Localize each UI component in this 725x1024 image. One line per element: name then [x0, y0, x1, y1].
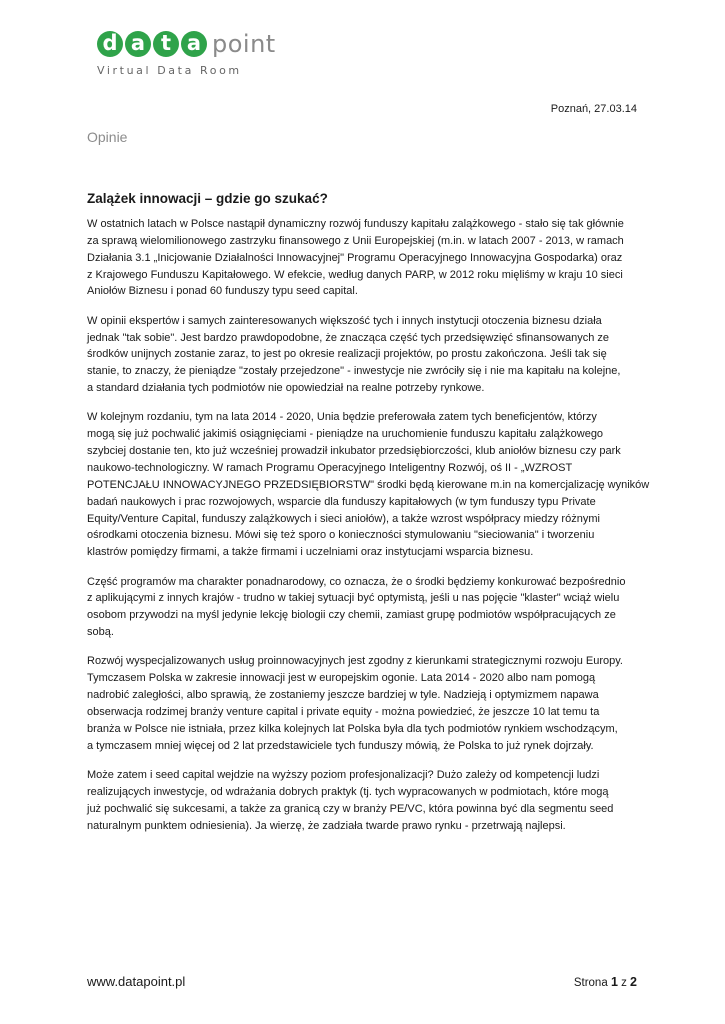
logo-word-point: point: [212, 30, 276, 58]
document-date: Poznań, 27.03.14: [550, 103, 637, 115]
paragraph: [87, 653, 647, 754]
paragraph-line: Tymczasem Polska w zakresie innowacji jest w europejskim ogonie. Lata 2014 - 2020 albo nam pomogą: [87, 672, 596, 685]
logo-subtitle: Virtual Data Room: [97, 64, 242, 77]
page-of: z: [621, 977, 627, 989]
logo-letter: t: [153, 31, 179, 57]
paragraph-line: z Krajowego Funduszu Kapitałowego. W efekcie, według danych PARP, w 2012 roku mięliśmy w kraju 10 sieci: [87, 268, 623, 281]
paragraph-line: obserwacja rodzimej branży venture capital i private equity - można powiedzieć, że jeszcze 10 lat temu ta: [87, 705, 600, 718]
paragraph: [87, 767, 647, 834]
paragraph-line: ośrodkami otoczenia biznesu. Mówi się też sporo o konieczności stymulowaniu "sieciowania" i tworzeniu: [87, 529, 595, 542]
article-title: Zalążek innowacji – gdzie go szukać?: [87, 191, 328, 206]
paragraph-line: badań naukowych i prac rozwojowych, wsparcie dla funduszy kapitałowych (w tym funduszy typu Private: [87, 495, 596, 508]
paragraph-line: W opinii ekspertów i samych zainteresowanych większość tych i innych instytucji otoczenia biznesu działa: [87, 314, 602, 327]
page-label: Strona: [573, 977, 608, 989]
paragraph-line: branża w Polsce nie istniała, przez kilka kolejnych lat Polska była dla tych podmiotów rynkiem wschodzącym,: [87, 722, 618, 735]
paragraph-line: naturalnym punktem odniesienia). Ja wierzę, że zadziała twarde prawo rynku - przetrwają najlepsi.: [87, 819, 566, 832]
paragraph: [87, 574, 647, 641]
paragraph: [87, 313, 647, 397]
footer-page-number: [574, 975, 637, 989]
paragraph-line: Aniołów Biznesu i ponad 60 funduszy typu seed capital.: [87, 285, 358, 298]
paragraph-line: realizujących inwestycje, od wdrażania dobrych praktyk (tj. tych wypracowanych w podmiotach, które mogą: [87, 785, 609, 798]
page-current: 1: [610, 975, 618, 989]
paragraph-line: klastrów pomiędzy firmami, a także firmami i uczelniami oraz instytucjami wsparcia biznesu.: [87, 546, 534, 559]
paragraph-line: POTENCJAŁU INNOWACYJNEGO PRZEDSIĘBIORSTW" środki będą kierowane m.in na komercjalizację wyników: [87, 478, 650, 491]
paragraph-line: za sprawą wielomilionowego zastrzyku finansowego z Unii Europejskiej (m.in. w latach 2007 - 2013, w ramach: [87, 234, 624, 247]
paragraph: [87, 409, 650, 561]
paragraph-line: stanie, to znaczy, że pieniądze "zostały przejedzone" - inwestycje nie zwróciły się i nie ma kapitału na kolejne,: [87, 365, 621, 378]
paragraph-line: sobą.: [87, 626, 114, 639]
paragraph-line: z aplikującymi z innych krajów - trudno w takiej sytuacji być optymistą, jeśli u nas pojęcie "klaster" wciąż wielu: [87, 592, 620, 605]
paragraph-line: mogą się już pochwalić jakimiś osiągnięciami - pieniądze na uruchomienie funduszu kapitału zalążkowego: [87, 428, 604, 441]
paragraph-line: Equity/Venture Capital, funduszy zalążkowych i sieci aniołów), a także wzrost współpracy miedzy różnymi: [87, 512, 600, 525]
paragraph-line: Działania 3.1 „Inicjowanie Działalności Innowacyjnej" Programu Operacyjnego Innowacyjna Gospodarka) oraz: [87, 251, 623, 264]
paragraph-line: osobom przywodzi na myśl jedynie lekcję biologii czy chemii, zamiast grupę podmiotów współpracujących ze: [87, 609, 616, 622]
logo-letter: a: [125, 31, 151, 57]
paragraph-line: W ostatnich latach w Polsce nastąpił dynamiczny rozwój funduszy kapitału zalążkowego - stało się tak głównie: [87, 218, 624, 230]
paragraph-line: jednak "tak sobie". Jest bardzo prawdopodobne, że znacząca część tych przedsięwzięć sfinansowanych ze: [87, 331, 610, 344]
paragraph-line: naukowo-technologiczny. W ramach Programu Operacyjnego Inteligentny Rozwój, oś II - „WZROST: [87, 461, 573, 474]
paragraph-line: a standard działania tych podmiotów nie opowiedział na realne potrzeby rynkowe.: [87, 382, 485, 395]
paragraph-line: W kolejnym rozdaniu, tym na lata 2014 - 2020, Unia będzie preferowała zatem tych beneficjentów, którzy: [87, 411, 597, 424]
logo-letter: a: [181, 31, 207, 57]
logo-wordmark: [97, 28, 287, 60]
page-total: 2: [630, 975, 637, 989]
paragraph-line: Rozwój wyspecjalizowanych usług proinnowacyjnych jest zgodny z kierunkami strategicznymi rozwoju Europy.: [87, 655, 623, 668]
footer-website: www.datapoint.pl: [87, 974, 186, 989]
logo-letter: d: [97, 31, 123, 57]
paragraph-line: środków unijnych zostanie zaraz, to jest po okresie realizacji projektów, po prostu zakończona. Jeśli tak się: [87, 348, 607, 361]
paragraph-line: nadrobić zaległości, albo sprawią, że zostaniemy jeszcze bardziej w tyle. Nadzieją i optymizmem napawa: [87, 689, 599, 702]
paragraph-line: Może zatem i seed capital wejdzie na wyższy poziom profesjonalizacji? Dużo zależy od kompetencji ludzi: [87, 768, 600, 781]
article-body: [87, 216, 650, 847]
paragraph-line: Część programów ma charakter ponadnarodowy, co oznacza, że o środki będziemy konkurować bezpośrednio: [87, 575, 626, 588]
datapoint-logo: [97, 28, 287, 82]
section-label: Opinie: [87, 129, 128, 145]
paragraph-line: już pochwalić się sukcesami, a także za granicą czy w branży PE/VC, która powinna być dla segmentu seed: [87, 802, 614, 815]
paragraph-line: szybciej dostanie ten, kto już wcześniej prowadził inkubator przedsiębiorczości, klub aniołów biznesu czy park: [87, 445, 621, 458]
paragraph-line: a tymczasem mniej więcej od 2 lat przedstawiciele tych funduszy mówią, że Polska to już rynek dojrzały.: [87, 739, 594, 752]
paragraph: [87, 216, 647, 300]
